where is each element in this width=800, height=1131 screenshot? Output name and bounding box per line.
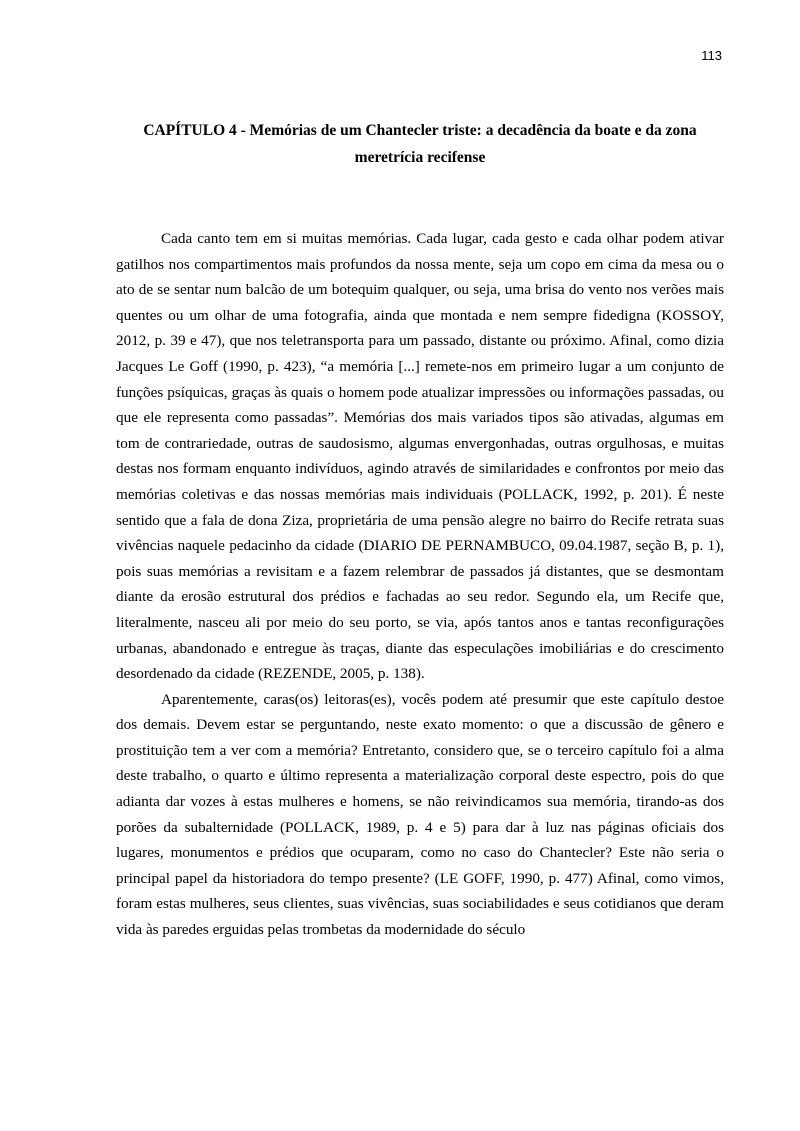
paragraph-1: Cada canto tem em si muitas memórias. Cada lugar, cada gesto e cada olhar podem ativar gatilhos nos compartimentos mais profundos da nossa mente, seja um copo em cima da mesa ou o ato de se sentar num balcão de um botequim qualquer, ou seja, uma brisa do vento nos verões mais quentes ou um olhar de uma fotografia, ainda que montada e nem sempre fidedigna (KOSSOY, 2012, p. 39 e 47), que nos teletransporta para um passado, distante ou próximo. Afinal, como dizia Jacques Le Goff (1990, p. 423), “a memória [...] remete-nos em primeiro lugar a um conjunto de funções psíquicas, graças às quais o homem pode atualizar impressões ou informações passadas, ou que ele representa como passadas”. Memórias dos mais variados tipos são ativadas, algumas em tom de contrariedade, outras de saudosismo, algumas envergonhadas, outras orgulhosas, e muitas destas nos formam enquanto indivíduos, agindo através de similaridades e confrontos por meio das memórias coletivas e das nossas memórias mais individuais (POLLACK, 1992, p. 201). É neste sentido que a fala de dona Ziza, proprietária de uma pensão alegre no bairro do Recife retrata suas vivências naquele pedacinho da cidade (DIARIO DE PERNAMBUCO, 09.04.1987, seção B, p. 1), pois suas memórias a revisitam e a fazem relembrar de passados já distantes, que se desmontam diante da erosão estrutural dos prédios e fachadas ao seu redor. Segundo ela, um Recife que, literalmente, nasceu ali por meio do seu porto, se via, após tantos anos e tantas reconfigurações urbanas, abandonado e entregue às traças, diante das especulações imobiliárias e do crescimento desordenado da cidade (REZENDE, 2005, p. 138).: [116, 230, 724, 683]
paragraph-2: Aparentemente, caras(os) leitoras(es), vocês podem até presumir que este capítulo destoe dos demais. Devem estar se perguntando, neste exato momento: o que a discussão de gênero e prostituição tem a ver com a memória? Entretanto, considero que, se o terceiro capítulo foi a alma deste trabalho, o quarto e último representa a materialização corporal deste espectro, pois do que adianta dar vozes à estas mulheres e homens, se não reivindicamos sua memória, tirando-as dos porões da subalternidade (POLLACK, 1989, p. 4 e 5) para dar à luz nas páginas oficiais dos lugares, monumentos e prédios que ocuparam, como no caso do Chantecler? Este não seria o principal papel da historiadora do tempo presente? (LE GOFF, 1990, p. 477) Afinal, como vimos, foram estas mulheres, seus clientes, suas vivências, suas sociabilidades e seus cotidianos que deram vida às paredes erguidas pelas trombetas da modernidade do século: [116, 690, 724, 939]
body-text: [116, 226, 724, 943]
chapter-title: CAPÍTULO 4 - Memórias de um Chantecler triste: a decadência da boate e da zona meretrícia recifense: [143, 122, 697, 166]
page-number: 113: [701, 48, 722, 63]
